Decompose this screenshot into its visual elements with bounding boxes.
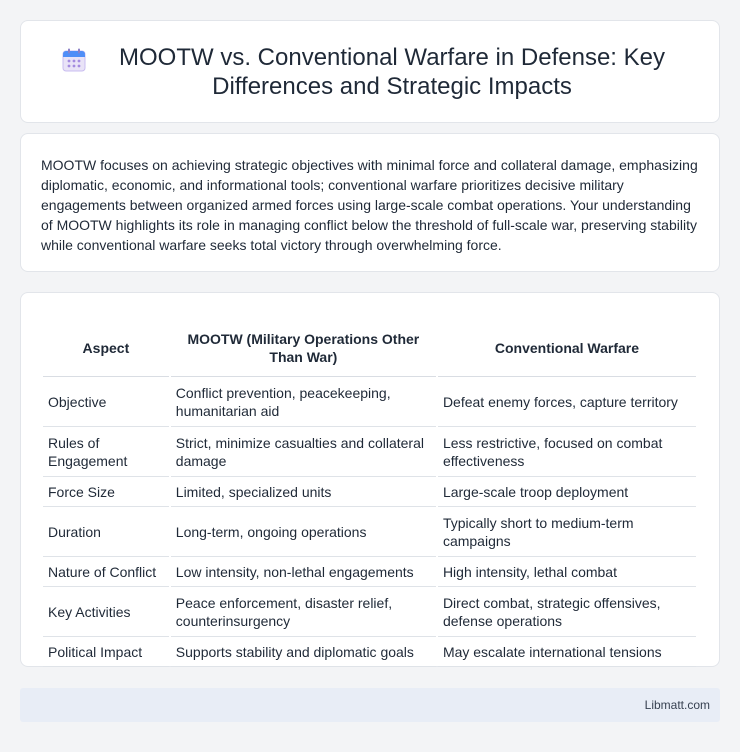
header-mootw: MOOTW (Military Operations Other Than War) bbox=[171, 315, 436, 377]
calendar-icon bbox=[61, 47, 87, 73]
header-conventional: Conventional Warfare bbox=[438, 315, 696, 377]
cell-aspect: Rules of Engagement bbox=[43, 427, 169, 477]
cell-mootw: Low intensity, non-lethal engagements bbox=[171, 557, 436, 587]
cell-conventional: High intensity, lethal combat bbox=[438, 557, 696, 587]
cell-aspect: Nature of Conflict bbox=[43, 557, 169, 587]
cell-mootw: Conflict prevention, peacekeeping, humanitarian aid bbox=[171, 377, 436, 427]
cell-aspect: Duration bbox=[43, 507, 169, 557]
cell-mootw: Peace enforcement, disaster relief, counterinsurgency bbox=[171, 587, 436, 637]
cell-conventional: May escalate international tensions bbox=[438, 637, 696, 667]
table-row bbox=[43, 587, 696, 637]
table-row bbox=[43, 507, 696, 557]
cell-aspect: Force Size bbox=[43, 477, 169, 507]
footer bbox=[20, 688, 720, 722]
cell-mootw: Supports stability and diplomatic goals bbox=[171, 637, 436, 667]
footer-brand-link[interactable]: Libmatt.com bbox=[644, 698, 710, 712]
cell-aspect: Political Impact bbox=[43, 637, 169, 667]
cell-conventional: Typically short to medium-term campaigns bbox=[438, 507, 696, 557]
table-row bbox=[43, 427, 696, 477]
cell-mootw: Long-term, ongoing operations bbox=[171, 507, 436, 557]
table-row bbox=[43, 637, 696, 667]
table-row bbox=[43, 377, 696, 427]
title-wrap bbox=[61, 43, 679, 101]
table-row bbox=[43, 557, 696, 587]
cell-conventional: Large-scale troop deployment bbox=[438, 477, 696, 507]
page-title: MOOTW vs. Conventional Warfare in Defense: Key Differences and Strategic Impacts bbox=[119, 43, 665, 100]
cell-mootw: Strict, minimize casualties and collateral damage bbox=[171, 427, 436, 477]
table-row bbox=[43, 477, 696, 507]
comparison-table bbox=[41, 315, 698, 667]
header-aspect: Aspect bbox=[43, 315, 169, 377]
summary-text: MOOTW focuses on achieving strategic objectives with minimal force and collateral damage, emphasizing diplomatic, economic, and informational tools; conventional warfare prioritizes decisive military engagements between organized armed forces using large-scale combat operations. Your understanding of MOOTW highlights its role in managing conflict below the threshold of full-scale war, preserving stability while conventional warfare seeks total victory through overwhelming force. bbox=[41, 157, 698, 253]
cell-aspect: Key Activities bbox=[43, 587, 169, 637]
title-card bbox=[20, 20, 720, 123]
cell-mootw: Limited, specialized units bbox=[171, 477, 436, 507]
cell-aspect: Objective bbox=[43, 377, 169, 427]
cell-conventional: Defeat enemy forces, capture territory bbox=[438, 377, 696, 427]
table-card bbox=[20, 292, 720, 667]
summary-card bbox=[20, 133, 720, 272]
table-header-row bbox=[43, 315, 696, 377]
cell-conventional: Less restrictive, focused on combat effectiveness bbox=[438, 427, 696, 477]
cell-conventional: Direct combat, strategic offensives, defense operations bbox=[438, 587, 696, 637]
